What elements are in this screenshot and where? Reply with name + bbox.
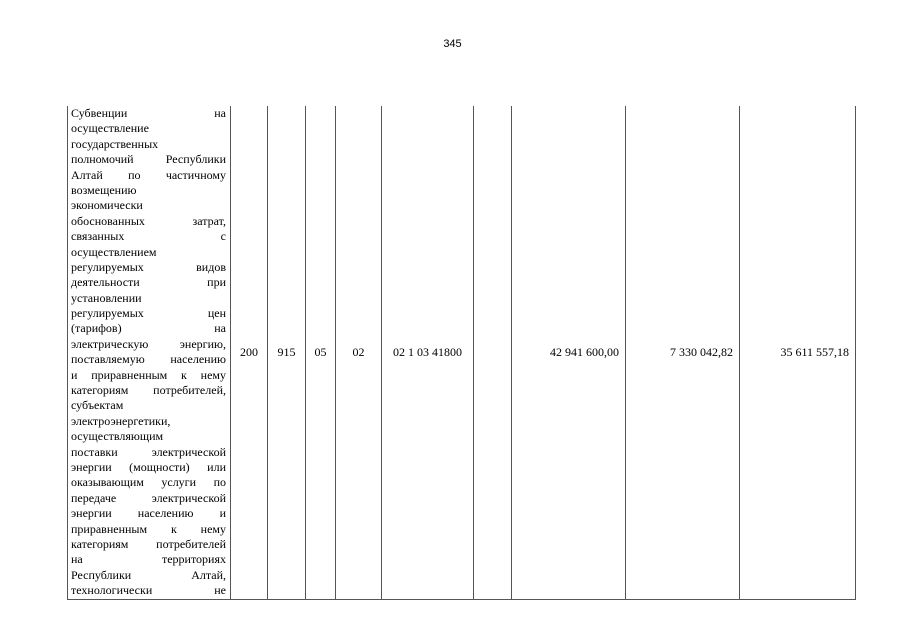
description-line: регулируемых цен [71,306,226,321]
page-number: 345 [443,38,462,50]
description-line: категориям потребителей, [71,383,226,398]
description-line: технологически не [71,583,226,598]
description-line: категориям потребителей [71,536,226,551]
description-line: передаче электрической [71,490,226,505]
description-line: установлении [71,290,142,305]
description-line: осуществлением [71,244,157,259]
description-line: полномочий Республики [71,152,226,167]
description-line: поставки электрической [71,444,226,459]
description-line: возмещению [71,182,137,197]
description-text [71,106,226,599]
description-line: приравненным к нему [71,521,226,536]
description-line: экономически [71,198,143,213]
description-cell [68,106,231,599]
description-line: государственных [71,136,159,151]
description-line: деятельности при [71,275,226,290]
description-line: электрическую энергию, [71,336,226,351]
amount-1-cell: 42 941 600,00 [512,106,626,599]
description-line: электроэнергетики, [71,413,171,428]
description-line: обоснованных затрат, [71,213,226,228]
table-row [68,106,856,599]
description-line: связанных с [71,229,226,244]
description-line: субъектам [71,398,124,413]
description-line: энергии (мощности) или [71,459,226,474]
subsection-cell: 02 [336,106,382,599]
description-line: энергии населению и [71,506,226,521]
budget-table [67,106,856,600]
description-line: регулируемых видов [71,259,226,274]
description-line: на территориях [71,552,226,567]
description-line: Субвенции на [71,106,226,120]
description-line: оказывающим услуги по [71,475,226,490]
code-2-cell: 915 [268,106,306,599]
description-line: Алтай по частичному [71,167,226,182]
expense-type-cell [474,106,512,599]
amount-3-cell: 35 611 557,18 [740,106,856,599]
code-1-cell: 200 [231,106,268,599]
description-line: осуществление [71,121,149,136]
target-article-cell: 02 1 03 41800 [382,106,474,599]
description-line: Республики Алтай, [71,567,226,582]
description-line: осуществляющим [71,429,164,444]
description-line: (тарифов) на [71,321,226,336]
amount-2-cell: 7 330 042,82 [626,106,740,599]
description-line: поставляемую населению [71,352,226,367]
section-cell: 05 [306,106,336,599]
description-line: и приравненным к нему [71,367,226,382]
